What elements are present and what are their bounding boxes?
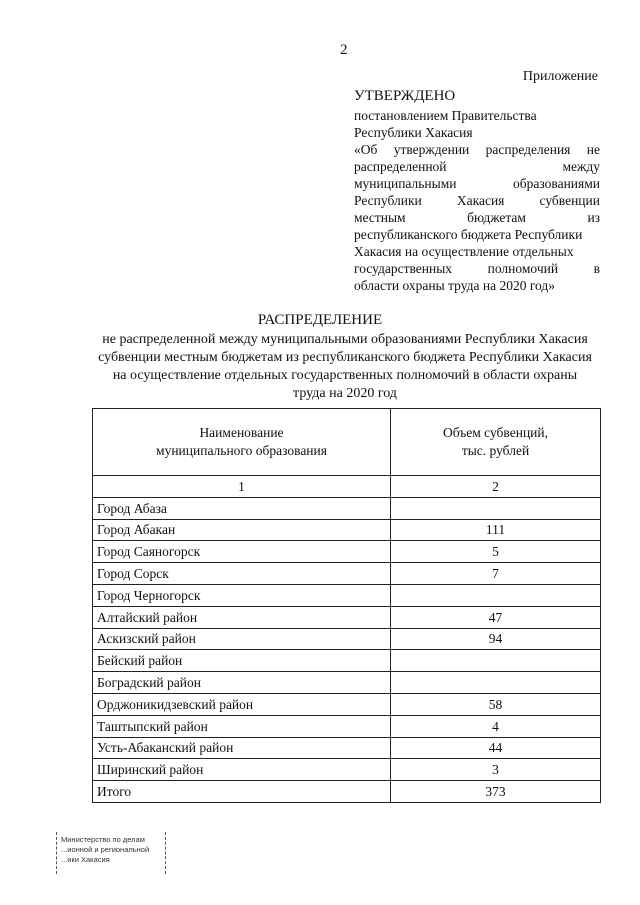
table-row [93, 759, 601, 781]
subvention-value [391, 650, 601, 672]
table-row [93, 541, 601, 563]
subtitle-line: субвенции местным бюджетам из республиканского бюджета Республики Хакасия [98, 350, 592, 365]
stamp-line: ...ики Хакасия [61, 855, 110, 864]
approval-line [354, 158, 600, 175]
subvention-value: 3 [391, 759, 601, 781]
subvention-value: 5 [391, 541, 601, 563]
column-index-cell: 1 [93, 476, 391, 498]
approval-heading: УТВЕРЖДЕНО [354, 88, 456, 104]
municipality-name: Аскизский район [93, 628, 391, 650]
approval-word: не [586, 142, 600, 157]
subvention-value: 47 [391, 606, 601, 628]
municipality-name: Усть-Абаканский район [93, 737, 391, 759]
municipality-name: Бейский район [93, 650, 391, 672]
approval-line [354, 175, 600, 192]
approval-word: муниципальными [354, 176, 457, 191]
approval-word: образованиями [513, 176, 600, 191]
stamp-line: ...ионной и региональной [61, 845, 150, 854]
table-row [93, 584, 601, 606]
approval-word: распределенной [354, 159, 447, 174]
distribution-table-wrapper [92, 408, 600, 803]
approval-line: Республики Хакасия [354, 125, 473, 140]
header-volume-line: тыс. рублей [461, 443, 530, 458]
municipality-name: Город Абакан [93, 519, 391, 541]
municipality-name: Алтайский район [93, 606, 391, 628]
total-label: Итого [93, 781, 391, 803]
municipality-name: Город Саяногорск [93, 541, 391, 563]
header-municipality [93, 409, 391, 476]
subvention-value: 58 [391, 693, 601, 715]
distribution-table [92, 408, 601, 803]
approval-word: полномочий [487, 261, 559, 276]
municipality-name: Город Абаза [93, 497, 391, 519]
approval-line: постановлением Правительства [354, 108, 537, 123]
subtitle-line: на осуществление отдельных государственных полномочий в области охраны [112, 368, 578, 383]
approval-word: в [593, 261, 600, 276]
municipality-name: Таштыпский район [93, 715, 391, 737]
header-subvention-volume [391, 409, 601, 476]
municipality-name: Орджоникидзевский район [93, 693, 391, 715]
subtitle-line: труда на 2020 год [293, 386, 397, 401]
subtitle-line: не распределенной между муниципальными образованиями Республики Хакасия [102, 332, 588, 347]
document-subtitle [80, 331, 610, 403]
approval-line: республиканского бюджета Республики [354, 227, 583, 242]
subvention-value [391, 497, 601, 519]
header-volume-line: Объем субвенций, [443, 425, 548, 440]
approval-line [354, 192, 600, 209]
approval-word: распределения [485, 142, 571, 157]
header-municipality-line: Наименование [199, 425, 284, 440]
subvention-value [391, 584, 601, 606]
table-body [93, 476, 601, 803]
approval-word: государственных [354, 261, 453, 276]
approval-line: Хакасия на осуществление отдельных [354, 244, 574, 259]
subvention-value: 94 [391, 628, 601, 650]
municipality-name: Город Сорск [93, 563, 391, 585]
document-title: РАСПРЕДЕЛЕНИЕ [257, 312, 383, 328]
table-row [93, 519, 601, 541]
header-municipality-line: муниципального образования [156, 443, 327, 458]
subvention-value [391, 672, 601, 694]
municipality-name: Боградский район [93, 672, 391, 694]
subvention-value: 4 [391, 715, 601, 737]
table-row [93, 497, 601, 519]
approval-word: утверждении [393, 142, 470, 157]
table-row [93, 628, 601, 650]
table-row [93, 563, 601, 585]
subvention-value: 111 [391, 519, 601, 541]
appendix-label: Приложение [522, 69, 598, 84]
approval-word: местным [354, 210, 406, 225]
approval-line: области охраны труда на 2020 год» [354, 278, 555, 293]
table-row [93, 650, 601, 672]
approval-word: «Об [354, 142, 378, 157]
municipality-name: Ширинский район [93, 759, 391, 781]
table-row [93, 672, 601, 694]
approval-word: из [587, 210, 600, 225]
column-index-cell: 2 [391, 476, 601, 498]
total-value: 373 [391, 781, 601, 803]
approval-word: субвенции [539, 193, 600, 208]
table-row [93, 693, 601, 715]
table-row [93, 715, 601, 737]
municipality-name: Город Черногорск [93, 584, 391, 606]
table-row [93, 737, 601, 759]
approval-block [354, 87, 600, 294]
approval-word: бюджетам [467, 210, 526, 225]
subvention-value: 44 [391, 737, 601, 759]
approval-line [354, 141, 600, 158]
approval-word: между [562, 159, 600, 174]
approval-word: Хакасия [456, 193, 505, 208]
page-number: 2 [340, 42, 348, 58]
stamp-line: Министерство по делам [61, 835, 145, 844]
column-index-row [93, 476, 601, 498]
table-row [93, 606, 601, 628]
total-row [93, 781, 601, 803]
approval-line [354, 260, 600, 277]
approval-line [354, 209, 600, 226]
subvention-value: 7 [391, 563, 601, 585]
table-header-row [93, 409, 601, 476]
ministry-stamp [56, 832, 166, 874]
approval-word: Республики [354, 193, 422, 208]
